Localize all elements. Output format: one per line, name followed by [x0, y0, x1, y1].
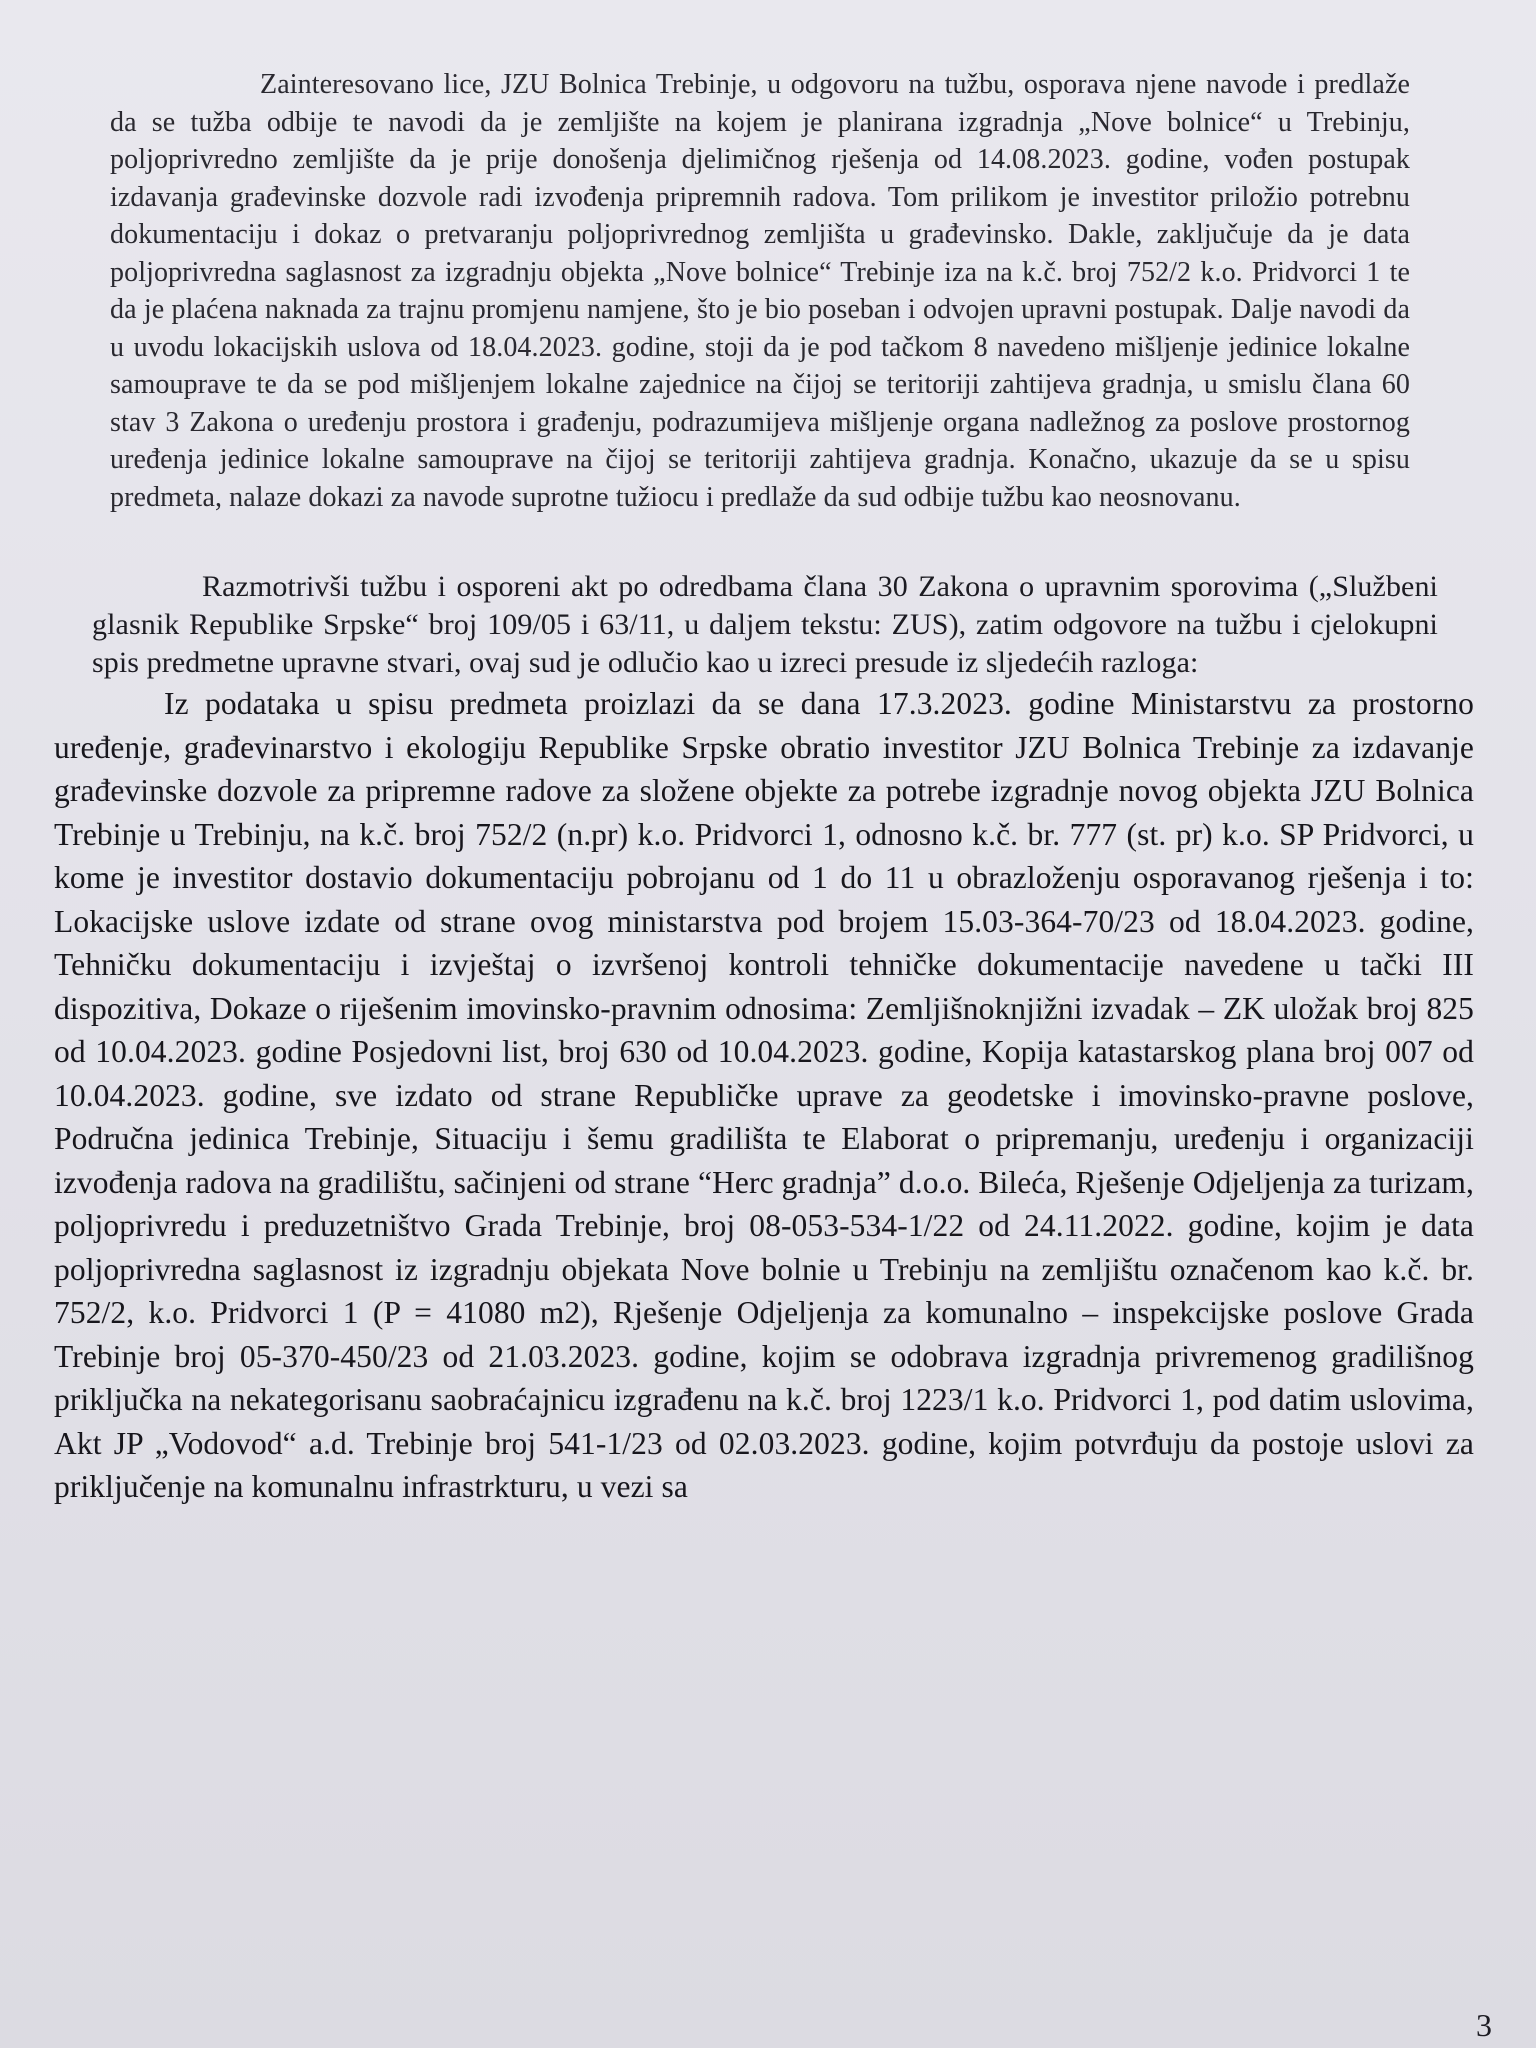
paragraph-case-file-facts: Iz podataka u spisu predmeta proizlazi da se dana 17.3.2023. godine Ministarstvu za prostorno uređenje, građevinarstvo i ekologiju Republike Srpske obratio investitor JZU Bolnica Trebinje za izdavanje građevinske dozvole za pripremne radove za složene objekte za potrebe izgradnje novog objekta JZU Bolnica Trebinje u Trebinju, na k.č. broj 752/2 (n.pr) k.o. Pridvorci 1, odnosno k.č. br. 777 (st. pr) k.o. SP Pridvorci, u kome je investitor dostavio dokumentaciju pobrojanu od 1 do 11 u obrazloženju osporavanog rješenja i to: Lokacijske uslove izdate od strane ovog ministarstva pod brojem 15.03-364-70/23 od 18.04.2023. godine, Tehničku dokumentaciju i izvještaj o izvršenoj kontroli tehničke dokumentacije navedene u tački III dispozitiva, Dokaze o riješenim imovinsko-pravnim odnosima: Zemljišnoknjižni izvadak – ZK uložak broj 825 od 10.04.2023. godine Posjedovni list, broj 630 od 10.04.2023. godine, Kopija katastarskog plana broj 007 od 10.04.2023. godine, sve izdato od strane Republičke uprave za geodetske i imovinsko-pravne poslove, Područna jedinica Trebinje, Situaciju i šemu gradilišta te Elaborat o pripremanju, uređenju i organizaciji izvođenja radova na gradilištu, sačinjeni od strane “Herc gradnja” d.o.o. Bileća, Rješenje Odjeljenja za turizam, poljoprivredu i preduzetništvo Grada Trebinje, broj 08-053-534-1/22 od 24.11.2022. godine, kojim je data poljoprivredna saglasnost iz izgradnju objekata Nove bolnie u Trebinju na zemljištu označenom kao k.č. br. 752/2, k.o. Pridvorci 1 (P = 41080 m2), Rješenje Odjeljenja za komunalno – inspekcijske poslove Grada Trebinje broj 05-370-450/23 od 21.03.2023. godine, kojim se odobrava izgradnja privremenog gradilišnog priključka na nekategorisanu saobraćajnicu izgrađenu na k.č. broj 1223/1 k.o. Pridvorci 1, pod datim uslovima, Akt JP „Vodovod“ a.d. Trebinje broj 541-1/23 od 02.03.2023. godine, kojim potvrđuju da postoje uslovi za priključenje na komunalnu infrastrkturu, u vezi sa	[54, 686, 1474, 1504]
page-body	[54, 66, 1492, 1509]
paragraph-response-to-lawsuit: Zainteresovano lice, JZU Bolnica Trebinje, u odgovoru na tužbu, osporava njene navode i predlaže da se tužba odbije te navodi da je zemljište na kojem je planirana izgradnja „Nove bolnice“ u Trebinju, poljoprivredno zemljište da je prije donošenja djelimičnog rješenja od 14.08.2023. godine, vođen postupak izdavanja građevinske dozvole radi izvođenja pripremnih radova. Tom prilikom je investitor priložio potrebnu dokumentaciju i dokaz o pretvaranju poljoprivrednog zemljišta u građevinsko. Dakle, zaključuje da je data poljoprivredna saglasnost za izgradnju objekta „Nove bolnice“ Trebinje iza na k.č. broj 752/2 k.o. Pridvorci 1 te da je plaćena naknada za trajnu promjenu namjene, što je bio poseban i odvojen upravni postupak. Dalje navodi da u uvodu lokacijskih uslova od 18.04.2023. godine, stoji da je pod tačkom 8 navedeno mišljenje jedinice lokalne samouprave te da se pod mišljenjem lokalne zajednice na čijoj se teritoriji zahtijeva gradnja, u smislu člana 60 stav 3 Zakona o uređenju prostora i građenju, podrazumijeva mišljenje organa nadležnog za poslove prostornog uređenja jedinice lokalne samouprave na čijoj se teritoriji zahtijeva gradnja. Konačno, ukazuje da se u spisu predmeta, nalaze dokazi za navode suprotne tužiocu i predlaže da sud odbije tužbu kao neosnovanu.	[110, 69, 1410, 513]
paragraph-court-consideration: Razmotrivši tužbu i osporeni akt po odredbama člana 30 Zakona o upravnim sporovima („Službeni glasnik Republike Srpske“ broj 109/05 i 63/11, u daljem tekstu: ZUS), zatim odgovore na tužbu i cjelokupni spis predmetne upravne stvari, ovaj sud je odlučio kao u izreci presude iz sljedećih razloga:	[92, 570, 1438, 679]
page-number: 3	[1476, 2007, 1492, 2043]
